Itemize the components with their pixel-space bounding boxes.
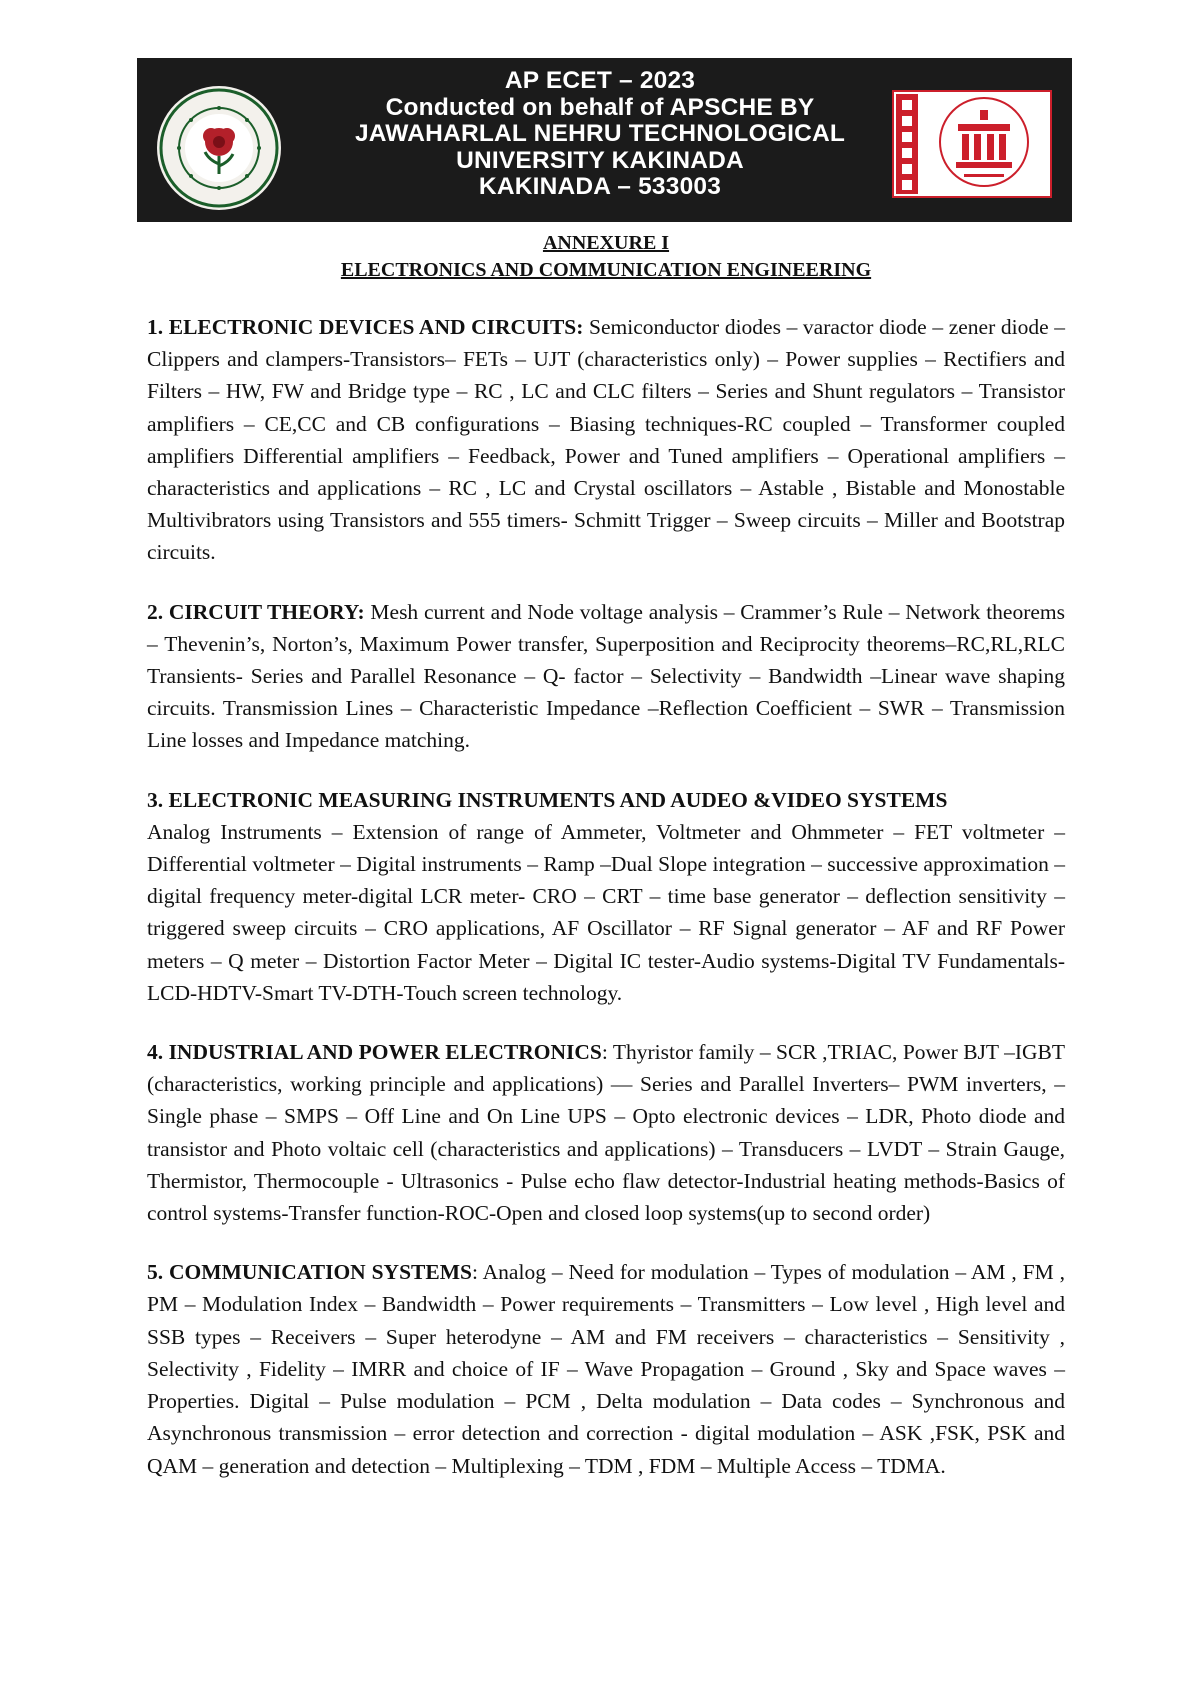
section-body: : Thyristor family – SCR ,TRIAC, Power BJT –IGBT (characteristics, working principle and applications) — Series and Parallel Inverters– PWM inverters, – Single phase – SMPS – Off Line and On Line UPS – Opto electronic devices – LDR, Photo diode and transistor and Photo voltaic cell (characteristics and applications) – Transducers – LVDT – Strain Gauge, Thermistor, Thermocouple - Ultrasonics - Pulse echo flaw detector-Industrial heating methods-Basics of control systems-Transfer function-ROC-Open and closed loop systems(up to second order) [147,1040,1065,1226]
section-body: : Analog – Need for modulation – Types of modulation – AM , FM , PM – Modulation Index – Bandwidth – Power requirements – Transmitters – Low level , High level and SSB types – Receivers – Super heterodyne – AM and FM receivers – characteristics – Sensitivity , Selectivity , Fidelity – IMRR and choice of IF – Wave Propagation – Ground , Sky and Space waves – Properties. Digital – Pulse modulation – PCM , Delta modulation – Data codes – Synchronous and Asynchronous transmission – error detection and correction - digital modulation – ASK ,FSK, PSK and QAM – generation and detection – Multiplexing – TDM , FDM – Multiple Access – TDMA. [147,1260,1065,1478]
syllabus-section [147,1036,1065,1229]
section-heading: 5. COMMUNICATION SYSTEMS [147,1260,472,1285]
syllabus-section [147,311,1065,569]
syllabus-section [147,1256,1065,1481]
syllabus-content [147,230,1065,1482]
syllabus-section [147,784,1065,1009]
section-body: Mesh current and Node voltage analysis – Crammer’s Rule – Network theorems – Thevenin’s, Norton’s, Maximum Power transfer, Superposition and Reciprocity theorems–RC,RL,RLC Transients- Series and Parallel Resonance – Q- factor – Selectivity – Bandwidth –Linear wave shaping circuits. Transmission Lines – Characteristic Impedance –Reflection Coefficient – SWR – Transmission Line losses and Impedance matching. [147,599,1065,753]
section-heading: 1. ELECTRONIC DEVICES AND CIRCUITS: [147,315,584,339]
banner-line: Conducted on behalf of APSCHE BY [385,93,815,121]
section-heading: 4. INDUSTRIAL AND POWER ELECTRONICS [147,1040,602,1065]
section-body: Analog Instruments – Extension of range of Ammeter, Voltmeter and Ohmmeter – FET voltmeter – Differential voltmeter – Digital instruments – Ramp –Dual Slope integration – successive approximation – digital frequency meter-digital LCR meter- CRO – CRT – time base generator – deflection sensitivity – triggered sweep circuits – CRO applications, AF Oscillator – RF Signal generator – AF and RF Power meters – Q meter – Distortion Factor Meter – Digital IC tester-Audio systems-Digital TV Fundamentals-LCD-HDTV-Smart TV-DTH-Touch screen technology. [147,819,1065,1005]
apsche-emblem-icon [892,90,1052,198]
section-heading: 2. CIRCUIT THEORY: [147,599,365,624]
banner-line: UNIVERSITY KAKINADA [456,146,744,174]
header-banner [137,58,1072,222]
banner-line: KAKINADA – 533003 [478,173,722,200]
syllabus-section [147,596,1065,757]
annexure-title: ANNEXURE I [542,232,670,254]
section-heading: 3. ELECTRONIC MEASURING INSTRUMENTS AND AUDEO &VIDEO SYSTEMS [147,787,948,812]
section-body: Semiconductor diodes – varactor diode – zener diode – Clippers and clampers-Transistors– FETs – UJT (characteristics only) – Power supplies – Rectifiers and Filters – HW, FW and Bridge type – RC , LC and CLC filters – Series and Shunt regulators – Transistor amplifiers – CE,CC and CB configurations – Biasing techniques-RC coupled – Transformer coupled amplifiers Differential amplifiers – Feedback, Power and Tuned amplifiers – Operational amplifiers – characteristics and applications – RC , LC and Crystal oscillators – Astable , Bistable and Monostable Multivibrators using Transistors and 555 timers- Schmitt Trigger – Sweep circuits – Miller and Bootstrap circuits. [147,315,1065,565]
annexure-subtitle: ELECTRONICS AND COMMUNICATION ENGINEERING [340,259,872,281]
banner-title [295,68,905,201]
banner-line: AP ECET – 2023 [504,67,696,94]
banner-line: JAWAHARLAL NEHRU TECHNOLOGICAL [354,120,846,147]
jntu-kakinada-seal-icon [157,86,281,210]
